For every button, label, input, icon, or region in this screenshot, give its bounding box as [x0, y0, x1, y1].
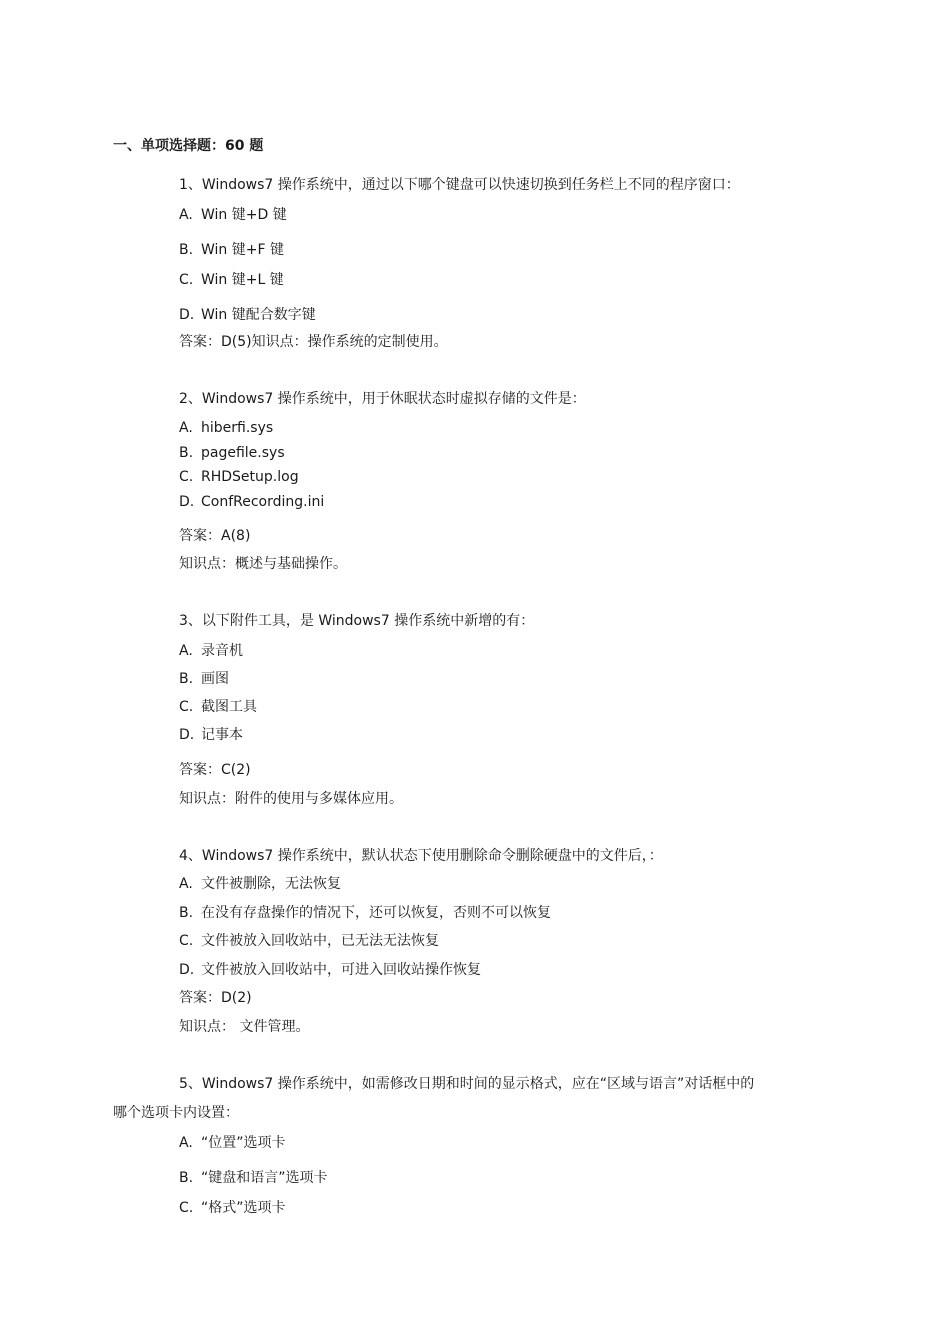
question-5-option-a	[179, 1133, 286, 1153]
option-text: 录音机	[201, 643, 243, 659]
question-4-option-a	[179, 874, 341, 894]
option-letter: B.	[179, 242, 194, 258]
option-letter: C.	[179, 272, 194, 288]
option-letter: C.	[179, 933, 194, 949]
option-text: “格式”选项卡	[201, 1200, 286, 1216]
option-text: 记事本	[201, 727, 243, 743]
question-4-option-b	[179, 903, 551, 923]
option-letter: A.	[179, 420, 193, 436]
option-text: “位置”选项卡	[201, 1135, 286, 1151]
question-4-option-c	[179, 931, 439, 951]
question-5-stem-continued: 哪个选项卡内设置：	[113, 1105, 239, 1121]
question-4-knowledge: 知识点： 文件管理。	[179, 1019, 310, 1035]
option-letter: C.	[179, 699, 194, 715]
question-2-stem: 2、Windows7 操作系统中，用于休眠状态时虚拟存储的文件是：	[179, 391, 586, 407]
option-letter: B.	[179, 905, 194, 921]
option-letter: D.	[179, 307, 195, 323]
question-3-stem: 3、以下附件工具，是 Windows7 操作系统中新增的有：	[179, 613, 535, 629]
option-text: 文件被放入回收站中，已无法无法恢复	[201, 933, 439, 949]
question-2-answer: 答案：A(8)	[179, 528, 251, 544]
question-3-option-a	[179, 641, 243, 661]
question-5-option-b	[179, 1168, 328, 1188]
option-letter: B.	[179, 445, 194, 461]
question-1-option-d	[179, 305, 316, 325]
question-4-option-d	[179, 960, 481, 980]
question-2-option-d	[179, 492, 324, 512]
option-letter: D.	[179, 962, 195, 978]
question-1-stem: 1、Windows7 操作系统中，通过以下哪个键盘可以快速切换到任务栏上不同的程序窗口：	[179, 177, 740, 193]
question-2-option-c	[179, 467, 299, 487]
option-letter: D.	[179, 727, 195, 743]
option-text: 画图	[201, 671, 229, 687]
question-3-option-c	[179, 697, 257, 717]
option-letter: A.	[179, 643, 193, 659]
question-1-option-a	[179, 205, 287, 225]
option-letter: C.	[179, 1200, 194, 1216]
option-letter: A.	[179, 207, 193, 223]
question-2-knowledge: 知识点：概述与基础操作。	[179, 556, 347, 572]
question-3-option-d	[179, 725, 243, 745]
option-text: 在没有存盘操作的情况下，还可以恢复，否则不可以恢复	[201, 905, 551, 921]
option-letter: C.	[179, 469, 194, 485]
question-4-stem: 4、Windows7 操作系统中，默认状态下使用删除命令删除硬盘中的文件后，：	[179, 848, 663, 864]
question-1-option-b	[179, 240, 284, 260]
option-letter: B.	[179, 671, 194, 687]
question-1-option-c	[179, 270, 284, 290]
question-5-stem: 5、Windows7 操作系统中，如需修改日期和时间的显示格式，应在“区域与语言”对话框中的	[179, 1076, 755, 1092]
option-text: Win 键配合数字键	[201, 307, 316, 323]
question-3-answer: 答案：C(2)	[179, 762, 251, 778]
option-text: hiberfi.sys	[201, 420, 274, 436]
option-text: pagefile.sys	[201, 445, 285, 461]
option-text: Win 键+F 键	[201, 242, 284, 258]
question-3-knowledge: 知识点：附件的使用与多媒体应用。	[179, 791, 403, 807]
question-2-option-a	[179, 418, 273, 438]
option-text: ConfRecording.ini	[201, 494, 325, 510]
option-text: RHDSetup.log	[201, 469, 299, 485]
option-letter: D.	[179, 494, 195, 510]
question-4-answer: 答案：D(2)	[179, 990, 252, 1006]
option-letter: A.	[179, 1135, 193, 1151]
question-3-option-b	[179, 669, 229, 689]
option-text: “键盘和语言”选项卡	[201, 1170, 328, 1186]
question-5-option-c	[179, 1198, 286, 1218]
option-letter: A.	[179, 876, 193, 892]
question-2-option-b	[179, 443, 285, 463]
option-text: 截图工具	[201, 699, 257, 715]
option-text: 文件被放入回收站中，可进入回收站操作恢复	[201, 962, 481, 978]
option-text: 文件被删除，无法恢复	[201, 876, 341, 892]
question-1-answer: 答案：D(5)知识点：操作系统的定制使用。	[179, 334, 448, 350]
option-text: Win 键+L 键	[201, 272, 284, 288]
option-letter: B.	[179, 1170, 194, 1186]
option-text: Win 键+D 键	[201, 207, 287, 223]
section-title: 一、单项选择题：60 题	[113, 138, 264, 154]
